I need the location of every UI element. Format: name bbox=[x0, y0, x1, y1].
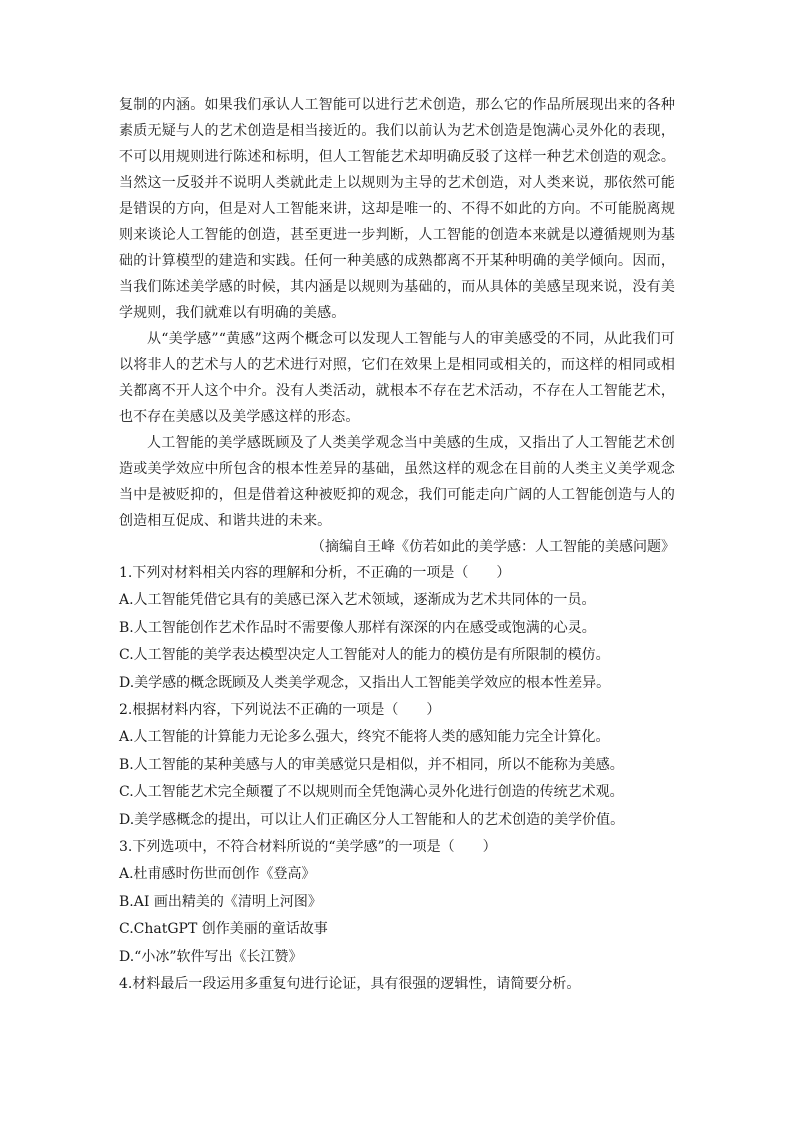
question-option: C.人工智能艺术完全颠覆了不以规则而全凭饱满心灵外化进行创造的传统艺术观。 bbox=[119, 784, 624, 801]
question-stem: 2.根据材料内容，下列说法不正确的一项是（ ） bbox=[119, 702, 441, 719]
question-4 bbox=[119, 971, 675, 998]
passage-source: （摘编自王峰《仿若如此的美学感：人工智能的美感问题》 bbox=[311, 539, 675, 555]
question-option: A.人工智能凭借它具有的美感已深入艺术领域，逐渐成为艺术共同体的一员。 bbox=[119, 592, 596, 609]
question-3 bbox=[119, 834, 675, 971]
question-1 bbox=[119, 560, 675, 697]
question-option: A.人工智能的计算能力无论多么强大，终究不能将人类的感知能力完全计算化。 bbox=[119, 729, 610, 746]
passage-paragraph-2: 从“美学感”“黄感”这两个概念可以发现人工智能与人的审美感受的不同，从此我们可以将非人的艺术与人的艺术进行对照，它们在效果上是相同或相关的，而这样的相同或相关都离不开人这个中介。没有人类活动，就根本不存在艺术活动，不存在人工智能艺术，也不存在美感以及美学感这样的形态。 bbox=[119, 331, 675, 425]
question-stem: 4.材料最后一段运用多重复句进行论证，具有很强的逻辑性，请简要分析。 bbox=[119, 976, 581, 993]
question-stem: 3.下列选项中，不符合材料所说的“美学感”的一项是（ ） bbox=[119, 839, 497, 856]
question-option: D.“小冰”软件写出《长江赞》 bbox=[119, 948, 303, 965]
question-option: D.美学感的概念既顾及人类美学观念，又指出人工智能美学效应的根本性差异。 bbox=[119, 674, 611, 691]
question-option: B.人工智能创作艺术作品时不需要像人那样有深深的内在感受或饱满的心灵。 bbox=[119, 619, 596, 636]
question-option: B.人工智能的某种美感与人的审美感觉只是相似，并不相同，所以不能称为美感。 bbox=[119, 756, 624, 773]
question-option: C.人工智能的美学表达模型决定人工智能对人的能力的模仿是有所限制的模仿。 bbox=[119, 647, 610, 664]
question-option: A.杜甫感时伤世而创作《登高》 bbox=[119, 866, 316, 883]
question-option: C.ChatGPT 创作美丽的童话故事 bbox=[119, 921, 328, 938]
question-2 bbox=[119, 697, 675, 834]
question-option: D.美学感概念的提出，可以让人们正确区分人工智能和人的艺术创造的美学价值。 bbox=[119, 811, 625, 828]
passage-paragraph-3: 人工智能的美学感既顾及了人类美学观念当中美感的生成，又指出了人工智能艺术创造或美学效应中所包含的根本性差异的基础，虽然这样的观念在目前的人类主义美学观念当中是被贬抑的，但是借着这种被贬抑的观念，我们可能走向广阔的人工智能创造与人的创造相互促成、和谐共进的未来。 bbox=[119, 435, 675, 529]
document-content bbox=[119, 92, 675, 999]
question-stem: 1.下列对材料相关内容的理解和分析，不正确的一项是（ ） bbox=[119, 565, 511, 581]
passage-paragraph-1: 复制的内涵。如果我们承认人工智能可以进行艺术创造，那么它的作品所展现出来的各种素质无疑与人的艺术创造是相当接近的。我们以前认为艺术创造是饱满心灵外化的表现，不可以用规则进行陈述和标明，但人工智能艺术却明确反驳了这样一种艺术创造的观念。当然这一反驳并不说明人类就此走上以规则为主导的艺术创造，对人类来说，那依然可能是错误的方向，但是对人工智能来讲，这却是唯一的、不得不如此的方向。不可能脱离规则来谈论人工智能的创造，甚至更进一步判断，人工智能的创造本来就是以遵循规则为基础的计算模型的建造和实践。任何一种美感的成熟都离不开某种明确的美学倾向。因而，当我们陈述美学感的时候，其内涵是以规则为基础的，而从具体的美感呈现来说，没有美学规则，我们就难以有明确的美感。 bbox=[119, 97, 675, 321]
question-option: B.AI 画出精美的《清明上河图》 bbox=[119, 893, 322, 910]
